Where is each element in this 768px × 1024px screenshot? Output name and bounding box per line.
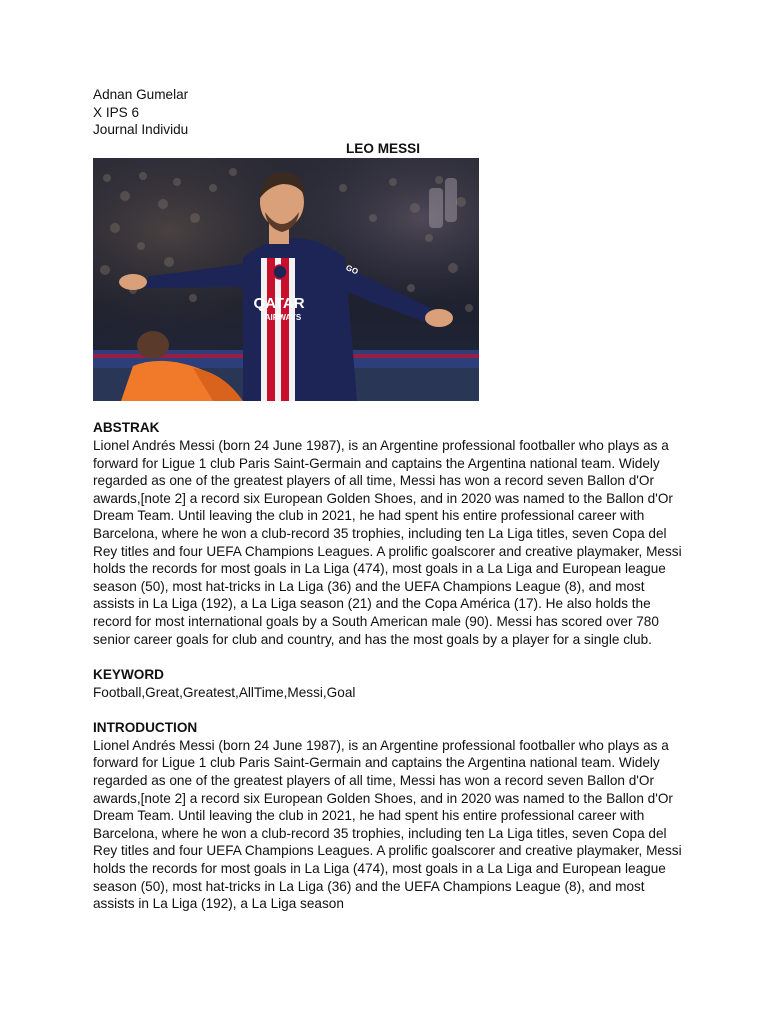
introduction-heading: INTRODUCTION [93, 720, 198, 736]
introduction-body: Lionel Andrés Messi (born 24 June 1987), is an Argentine professional footballer who plays as a forward for Ligue 1 club Paris Saint-Germain and captains the Argentina national team. Widely regarded as one of the greatest players of all time, Messi has won a record seven Ballon d'Or awards,[note 2] a record six European Golden Shoes, and in 2020 was named to the Ballon d'Or Dream Team. Until leaving the club in 2021, he had spent his entire professional career with Barcelona, where he won a club-record 35 trophies, including ten La Liga titles, seven Copa del Rey titles and four UEFA Champions Leagues. A prolific goalscorer and creative playmaker, Messi holds the records for most goals in La Liga (474), most goals in a La Liga and European league season (50), most hat-tricks in La Liga (36) and the UEFA Champions League (8), and most assists in La Liga (192), a La Liga season [93, 737, 682, 912]
player-photo [93, 158, 479, 401]
jersey-sponsor-text: QATAR [253, 295, 305, 313]
keyword-body: Football,Great,Greatest,AllTime,Messi,Goal [93, 684, 356, 700]
abstract-body: Lionel Andrés Messi (born 24 June 1987), is an Argentine professional footballer who plays as a forward for Ligue 1 club Paris Saint-Germain and captains the Argentina national team. Widely regarded as one of the greatest players of all time, Messi has won a record seven Ballon d'Or awards,[note 2] a record six European Golden Shoes, and in 2020 was named to the Ballon d'Or Dream Team. Until leaving the club in 2021, he had spent his entire professional career with Barcelona, where he won a club-record 35 trophies, including ten La Liga titles, seven Copa del Rey titles and four UEFA Champions Leagues. A prolific goalscorer and creative playmaker, Messi holds the records for most goals in La Liga (474), most goals in a La Liga and European league season (50), most hat-tricks in La Liga (36) and the UEFA Champions League (8), and most assists in La Liga (192), a La Liga season (21) and the Copa América (17). He also holds the record for most international goals by a South American male (90). Messi has scored over 780 senior career goals for club and country, and has the most goals by a player for a single club. [93, 437, 682, 647]
document-page [93, 86, 683, 913]
abstract-heading: ABSTRAK [93, 420, 160, 436]
document-type: Journal Individu [93, 122, 189, 138]
jersey-sponsor-subtext: AIRWAYS [264, 313, 302, 323]
introduction-section [93, 719, 683, 913]
class-label: X IPS 6 [93, 104, 140, 120]
document-title: LEO MESSI [345, 140, 421, 156]
sleeve-text: GO [344, 263, 360, 277]
keyword-heading: KEYWORD [93, 667, 164, 683]
keyword-section [93, 666, 683, 701]
abstract-section [93, 419, 683, 648]
author-name: Adnan Gumelar [93, 87, 189, 102]
